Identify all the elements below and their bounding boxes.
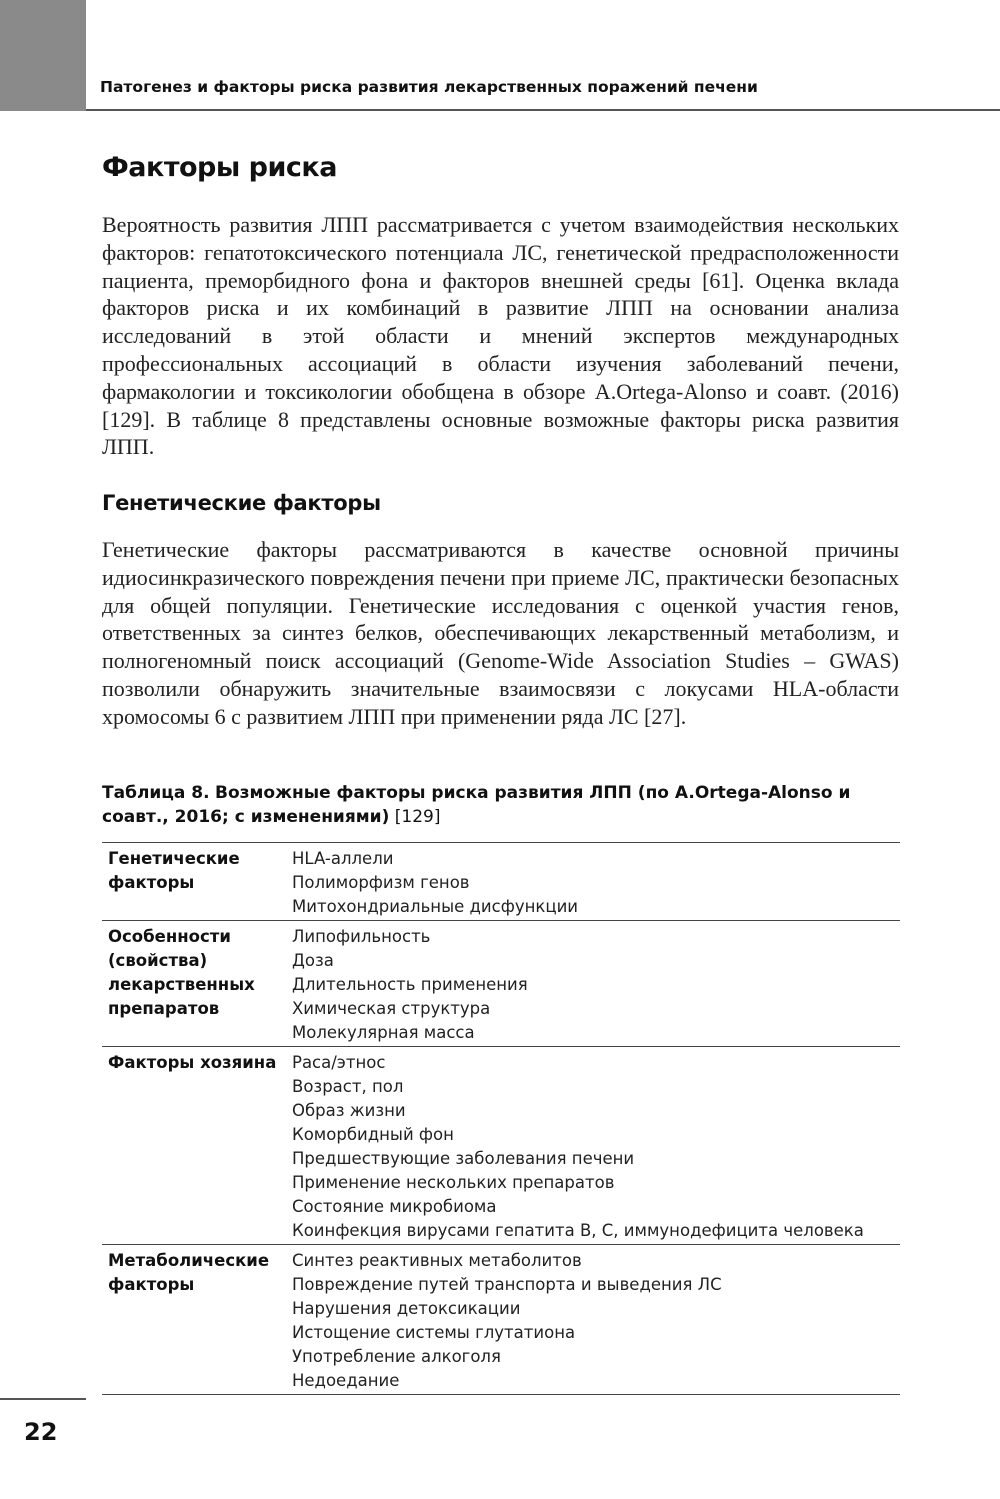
table-row-item: Недоедание [292, 1371, 400, 1390]
table-row-category: Генетические факторы [108, 849, 240, 892]
footer-rule [0, 1398, 86, 1400]
table-row-items [292, 1245, 900, 1395]
table-caption-ref: [129] [394, 807, 441, 827]
section-title: Факторы риска [102, 152, 337, 183]
running-header-title: Патогенез и факторы риска развития лекарственных поражений печени [100, 78, 758, 96]
table-row-category: Метаболические факторы [108, 1251, 270, 1294]
risk-factors-table [102, 842, 900, 1395]
table-row-item: Митохондриальные дисфункции [292, 897, 579, 916]
page-number: 22 [24, 1418, 58, 1446]
table-row-items [292, 921, 900, 1047]
table-row-category: Факторы хозяина [108, 1053, 277, 1072]
table-row-item: Длительность применения [292, 975, 528, 994]
table-row [102, 1245, 900, 1395]
header-rule [86, 109, 1000, 111]
table-row-item: Молекулярная масса [292, 1023, 475, 1042]
table-row-items [292, 843, 900, 921]
subsection-title: Генетические факторы [102, 491, 381, 515]
table-row-item: HLA-аллели [292, 849, 394, 868]
table-row-items [292, 1047, 900, 1245]
table-row-item: Коморбидный фон [292, 1125, 454, 1144]
table-row-item: Коинфекция вирусами гепатита B, C, иммунодефицита человека [292, 1221, 864, 1240]
table-row-category: Особенности (свойства) лекарственных препаратов [108, 927, 255, 1018]
table-caption [102, 781, 902, 829]
table-row-item: Доза [292, 951, 334, 970]
subsection-paragraph: Генетические факторы рассматриваются в качестве основной причины идиосинкразического повреждения печени при приеме ЛС, практически безопасных для общей популяции. Генетические исследования с оценкой участия генов, ответственных за синтез белков, обеспечивающих лекарственный метаболизм, и полногеномный поиск ассоциаций (Genome-Wide Association Studies – GWAS) позволили обнаружить значительные взаимосвязи с локусами HLA-области хромосомы 6 с развитием ЛПП при применении ряда ЛС [27]. [102, 537, 899, 729]
table-row-item: Синтез реактивных метаболитов [292, 1251, 582, 1270]
corner-tab-block [0, 0, 86, 111]
table-row-item: Раса/этнос [292, 1053, 386, 1072]
table-row-item: Образ жизни [292, 1101, 406, 1120]
table-row [102, 921, 900, 1047]
section-paragraph: Вероятность развития ЛПП рассматривается с учетом взаимодействия нескольких факторов: гепатотоксического потенциала ЛС, генетической предрасположенности пациента, преморбидного фона и факторов внешней среды [61]. Оценка вклада факторов риска и их комбинаций в развитие ЛПП на основании анализа исследований в этой области и мнений экспертов международных профессиональных ассоциаций в области изучения заболеваний печени, фармакологии и токсикологии обобщена в обзоре A.Ortega-Alonso и соавт. (2016) [129]. В таблице 8 представлены основные возможные факторы риска развития ЛПП. [102, 212, 899, 460]
running-header [86, 78, 1000, 96]
table-row-item: Состояние микробиома [292, 1197, 497, 1216]
table-row-item: Применение нескольких препаратов [292, 1173, 615, 1192]
table-row-item: Полиморфизм генов [292, 873, 470, 892]
table-row-item: Химическая структура [292, 999, 491, 1018]
table-row-item: Предшествующие заболевания печени [292, 1149, 635, 1168]
table-caption-label: Таблица 8. [102, 783, 210, 803]
table-row [102, 1047, 900, 1245]
table-row-item: Употребление алкоголя [292, 1347, 501, 1366]
table-row-item: Липофильность [292, 927, 431, 946]
table-row-item: Истощение системы глутатиона [292, 1323, 576, 1342]
table-row-item: Повреждение путей транспорта и выведения ЛС [292, 1275, 722, 1294]
table-row-item: Нарушения детоксикации [292, 1299, 521, 1318]
table-row [102, 843, 900, 921]
table-caption-title: Возможные факторы риска развития ЛПП (по A.Ortega-Alonso и соавт., 2016; с изменениями) [102, 783, 851, 827]
table-row-item: Возраст, пол [292, 1077, 404, 1096]
